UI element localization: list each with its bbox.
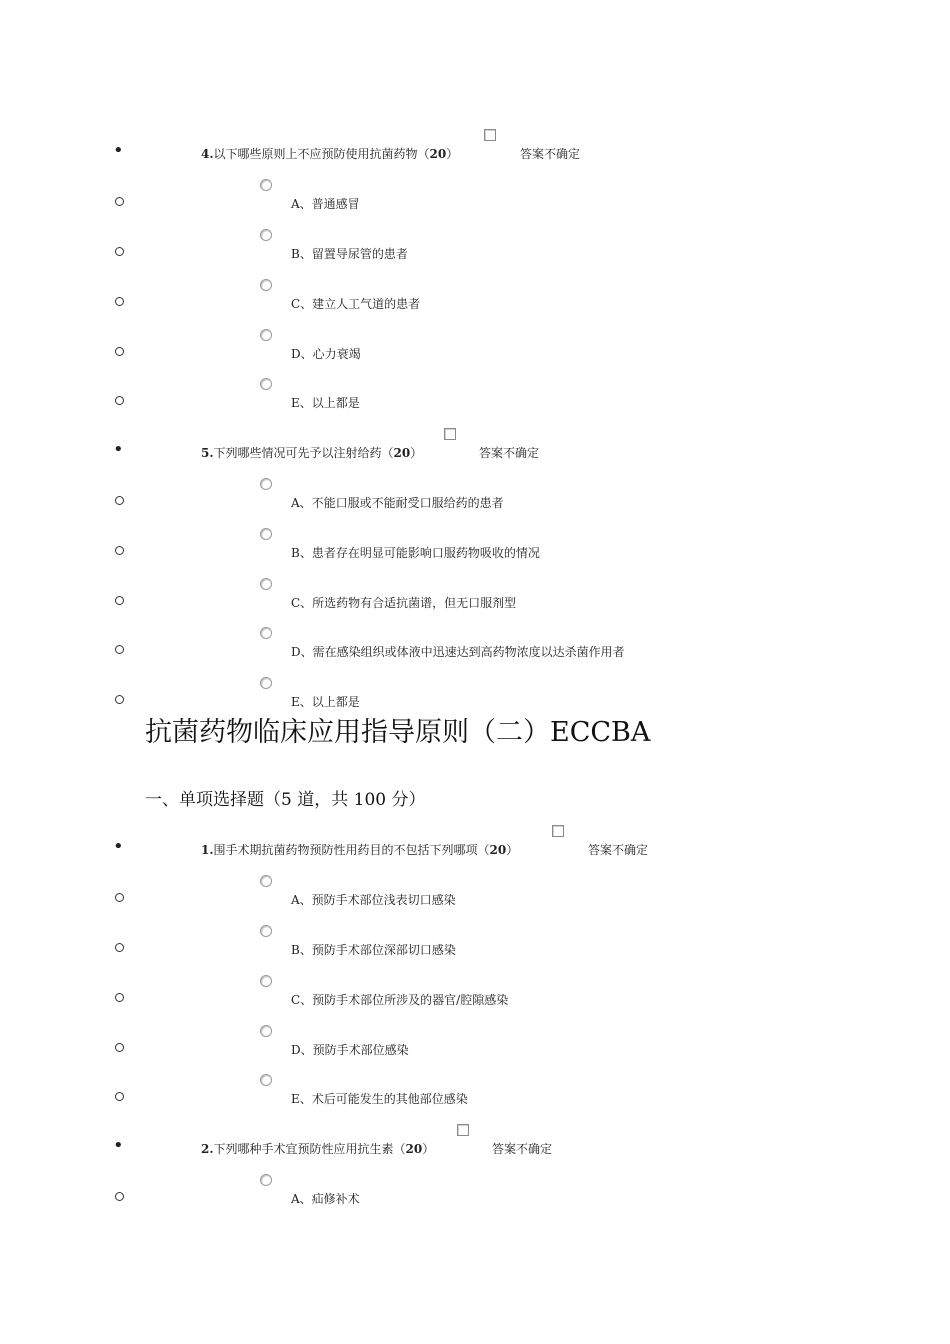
q2-option-a-label: A、疝修补术 <box>291 1192 360 1206</box>
q5-option-d-label: D、需在感染组织或体液中迅速达到高药物浓度以达杀菌作用者 <box>291 645 625 659</box>
option-bullet <box>115 1192 124 1201</box>
q1-option-b-label: B、预防手术部位深部切口感染 <box>291 943 456 957</box>
option-bullet <box>115 247 124 256</box>
q4-option-c-radio[interactable] <box>260 279 272 291</box>
q5-option-d-radio[interactable] <box>260 627 272 639</box>
q5-option-b-radio[interactable] <box>260 528 272 540</box>
q5-option-c-radio[interactable] <box>260 578 272 590</box>
option-bullet <box>115 496 124 505</box>
question-bullet: • <box>113 140 124 161</box>
q2-option-a-radio[interactable] <box>260 1174 272 1186</box>
question-bullet: • <box>113 439 124 460</box>
question-2-text: 2.下列哪种手术宜预防性应用抗生素（20） <box>201 1142 435 1156</box>
q4-option-b-radio[interactable] <box>260 229 272 241</box>
option-bullet <box>115 943 124 952</box>
q4-option-d-label: D、心力衰竭 <box>291 347 361 361</box>
option-bullet <box>115 197 124 206</box>
question-4-status: 答案不确定 <box>520 147 581 161</box>
question-1-status: 答案不确定 <box>588 843 649 857</box>
q5-option-e-label: E、以上都是 <box>291 695 360 709</box>
q1-option-e-label: E、术后可能发生的其他部位感染 <box>291 1092 468 1106</box>
question-1-checkbox[interactable] <box>552 825 564 837</box>
option-bullet <box>115 1092 124 1101</box>
question-2-status: 答案不确定 <box>492 1142 553 1156</box>
q4-option-d-radio[interactable] <box>260 329 272 341</box>
q4-option-e-label: E、以上都是 <box>291 396 360 410</box>
q1-option-a-label: A、预防手术部位浅表切口感染 <box>291 893 456 907</box>
question-4-checkbox[interactable] <box>484 129 496 141</box>
option-bullet <box>115 893 124 902</box>
q1-option-e-radio[interactable] <box>260 1074 272 1086</box>
q1-option-c-radio[interactable] <box>260 975 272 987</box>
section-heading: 一、单项选择题（5 道，共 100 分） <box>145 790 426 810</box>
option-bullet <box>115 645 124 654</box>
q5-option-e-radio[interactable] <box>260 677 272 689</box>
q1-option-a-radio[interactable] <box>260 875 272 887</box>
q4-option-c-label: C、建立人工气道的患者 <box>291 297 421 311</box>
q4-option-a-radio[interactable] <box>260 179 272 191</box>
question-2-checkbox[interactable] <box>457 1124 469 1136</box>
question-5-status: 答案不确定 <box>479 446 540 460</box>
question-5-text: 5.下列哪些情况可先予以注射给药（20） <box>201 446 423 460</box>
option-bullet <box>115 297 124 306</box>
question-5-checkbox[interactable] <box>444 428 456 440</box>
q4-option-b-label: B、留置导尿管的患者 <box>291 247 408 261</box>
document-title: 抗菌药物临床应用指导原则（二）ECCBA <box>145 717 651 748</box>
q1-option-d-radio[interactable] <box>260 1025 272 1037</box>
q4-option-e-radio[interactable] <box>260 378 272 390</box>
question-bullet: • <box>113 836 124 857</box>
option-bullet <box>115 396 124 405</box>
option-bullet <box>115 596 124 605</box>
question-1-text: 1.围手术期抗菌药物预防性用药目的不包括下列哪项（20） <box>201 843 519 857</box>
option-bullet <box>115 1043 124 1052</box>
q5-option-b-label: B、患者存在明显可能影响口服药物吸收的情况 <box>291 546 540 560</box>
q4-option-a-label: A、普通感冒 <box>291 197 360 211</box>
option-bullet <box>115 347 124 356</box>
q5-option-a-radio[interactable] <box>260 478 272 490</box>
q5-option-c-label: C、所选药物有合适抗菌谱，但无口服剂型 <box>291 596 517 610</box>
option-bullet <box>115 695 124 704</box>
option-bullet <box>115 993 124 1002</box>
option-bullet <box>115 546 124 555</box>
question-4-text: 4.以下哪些原则上不应预防使用抗菌药物（20） <box>201 147 459 161</box>
q5-option-a-label: A、不能口服或不能耐受口服给药的患者 <box>291 496 504 510</box>
question-bullet: • <box>113 1135 124 1156</box>
q1-option-b-radio[interactable] <box>260 925 272 937</box>
q1-option-d-label: D、预防手术部位感染 <box>291 1043 409 1057</box>
q1-option-c-label: C、预防手术部位所涉及的器官/腔隙感染 <box>291 993 509 1007</box>
